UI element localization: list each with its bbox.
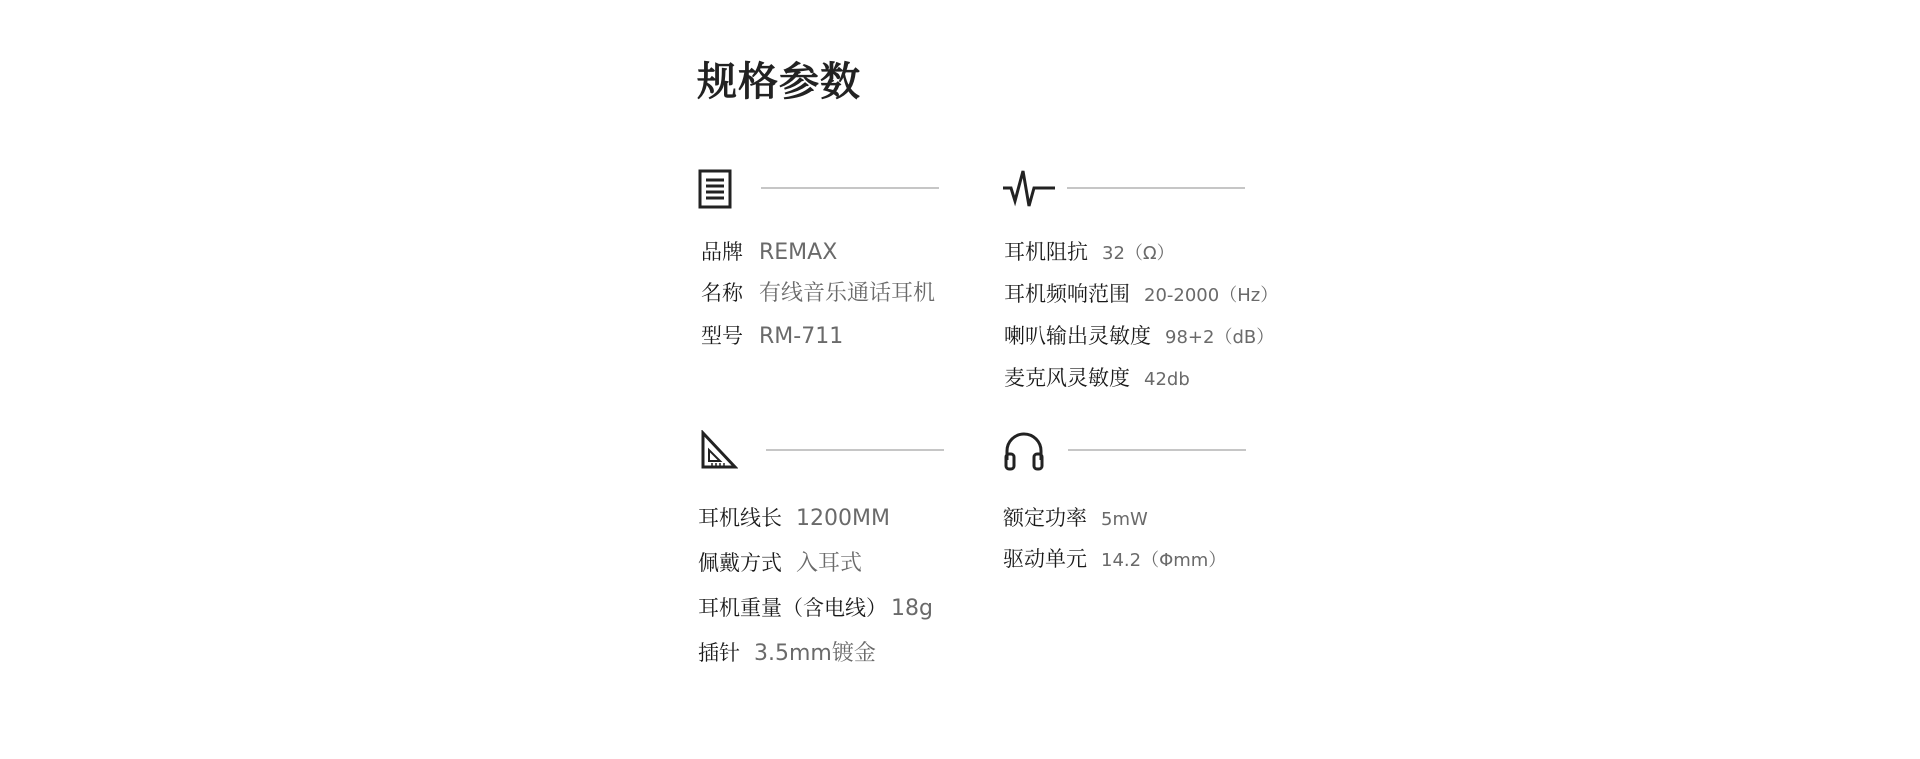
spec-value: REMAX xyxy=(759,240,838,265)
spec-row-cable-length xyxy=(698,508,890,530)
spec-value: 1200MM xyxy=(796,506,890,531)
spec-row-speaker-sensitivity xyxy=(1004,326,1274,347)
spec-row-model xyxy=(701,326,843,348)
spec-row-mic-sensitivity xyxy=(1004,368,1190,389)
spec-label: 型号 xyxy=(701,324,743,348)
page-title: 规格参数 xyxy=(697,59,861,105)
spec-row-name xyxy=(701,283,935,305)
section-divider xyxy=(1068,449,1246,451)
spec-label: 品牌 xyxy=(701,240,743,264)
spec-label: 佩戴方式 xyxy=(698,551,782,575)
spec-value: 14.2（Φmm） xyxy=(1101,550,1227,571)
spec-label: 插针 xyxy=(698,641,740,665)
driver-header xyxy=(1002,430,1252,480)
physical-header xyxy=(700,430,950,480)
section-divider xyxy=(761,187,939,189)
spec-label: 驱动单元 xyxy=(1003,547,1087,571)
spec-row-plug xyxy=(698,643,876,665)
spec-value: 98+2（dB） xyxy=(1165,327,1275,348)
spec-value: 入耳式 xyxy=(796,551,863,576)
spec-row-weight xyxy=(698,598,933,620)
section-divider xyxy=(766,449,944,451)
spec-row-impedance xyxy=(1004,242,1175,263)
spec-label: 名称 xyxy=(701,281,743,305)
spec-label: 耳机频响范围 xyxy=(1004,282,1130,306)
spec-label: 喇叭输出灵敏度 xyxy=(1004,324,1151,348)
basic-info-header xyxy=(697,168,945,218)
acoustic-header xyxy=(1001,168,1251,218)
set-square-ruler-icon xyxy=(700,430,738,470)
spec-value: 42db xyxy=(1144,369,1190,390)
spec-value: 20-2000（Hz） xyxy=(1144,285,1279,306)
spec-label: 耳机阻抗 xyxy=(1004,240,1088,264)
spec-value: RM-711 xyxy=(759,324,844,349)
spec-row-wearing-style xyxy=(698,553,862,575)
spec-row-rated-power xyxy=(1003,508,1148,529)
document-icon xyxy=(697,168,733,210)
spec-label: 耳机重量（含电线） xyxy=(698,596,887,620)
spec-label: 额定功率 xyxy=(1003,506,1087,530)
waveform-icon xyxy=(1001,168,1057,210)
spec-label: 麦克风灵敏度 xyxy=(1004,366,1130,390)
spec-row-brand xyxy=(701,242,837,264)
spec-label: 耳机线长 xyxy=(698,506,782,530)
spec-value: 有线音乐通话耳机 xyxy=(759,281,936,306)
spec-value: 32（Ω） xyxy=(1102,243,1175,264)
spec-row-driver-unit xyxy=(1003,549,1226,570)
spec-value: 18g xyxy=(891,596,933,621)
spec-value: 5mW xyxy=(1101,509,1148,530)
headphones-icon xyxy=(1002,430,1046,472)
spec-value: 3.5mm镀金 xyxy=(754,641,876,666)
section-divider xyxy=(1067,187,1245,189)
spec-row-frequency xyxy=(1004,284,1278,305)
